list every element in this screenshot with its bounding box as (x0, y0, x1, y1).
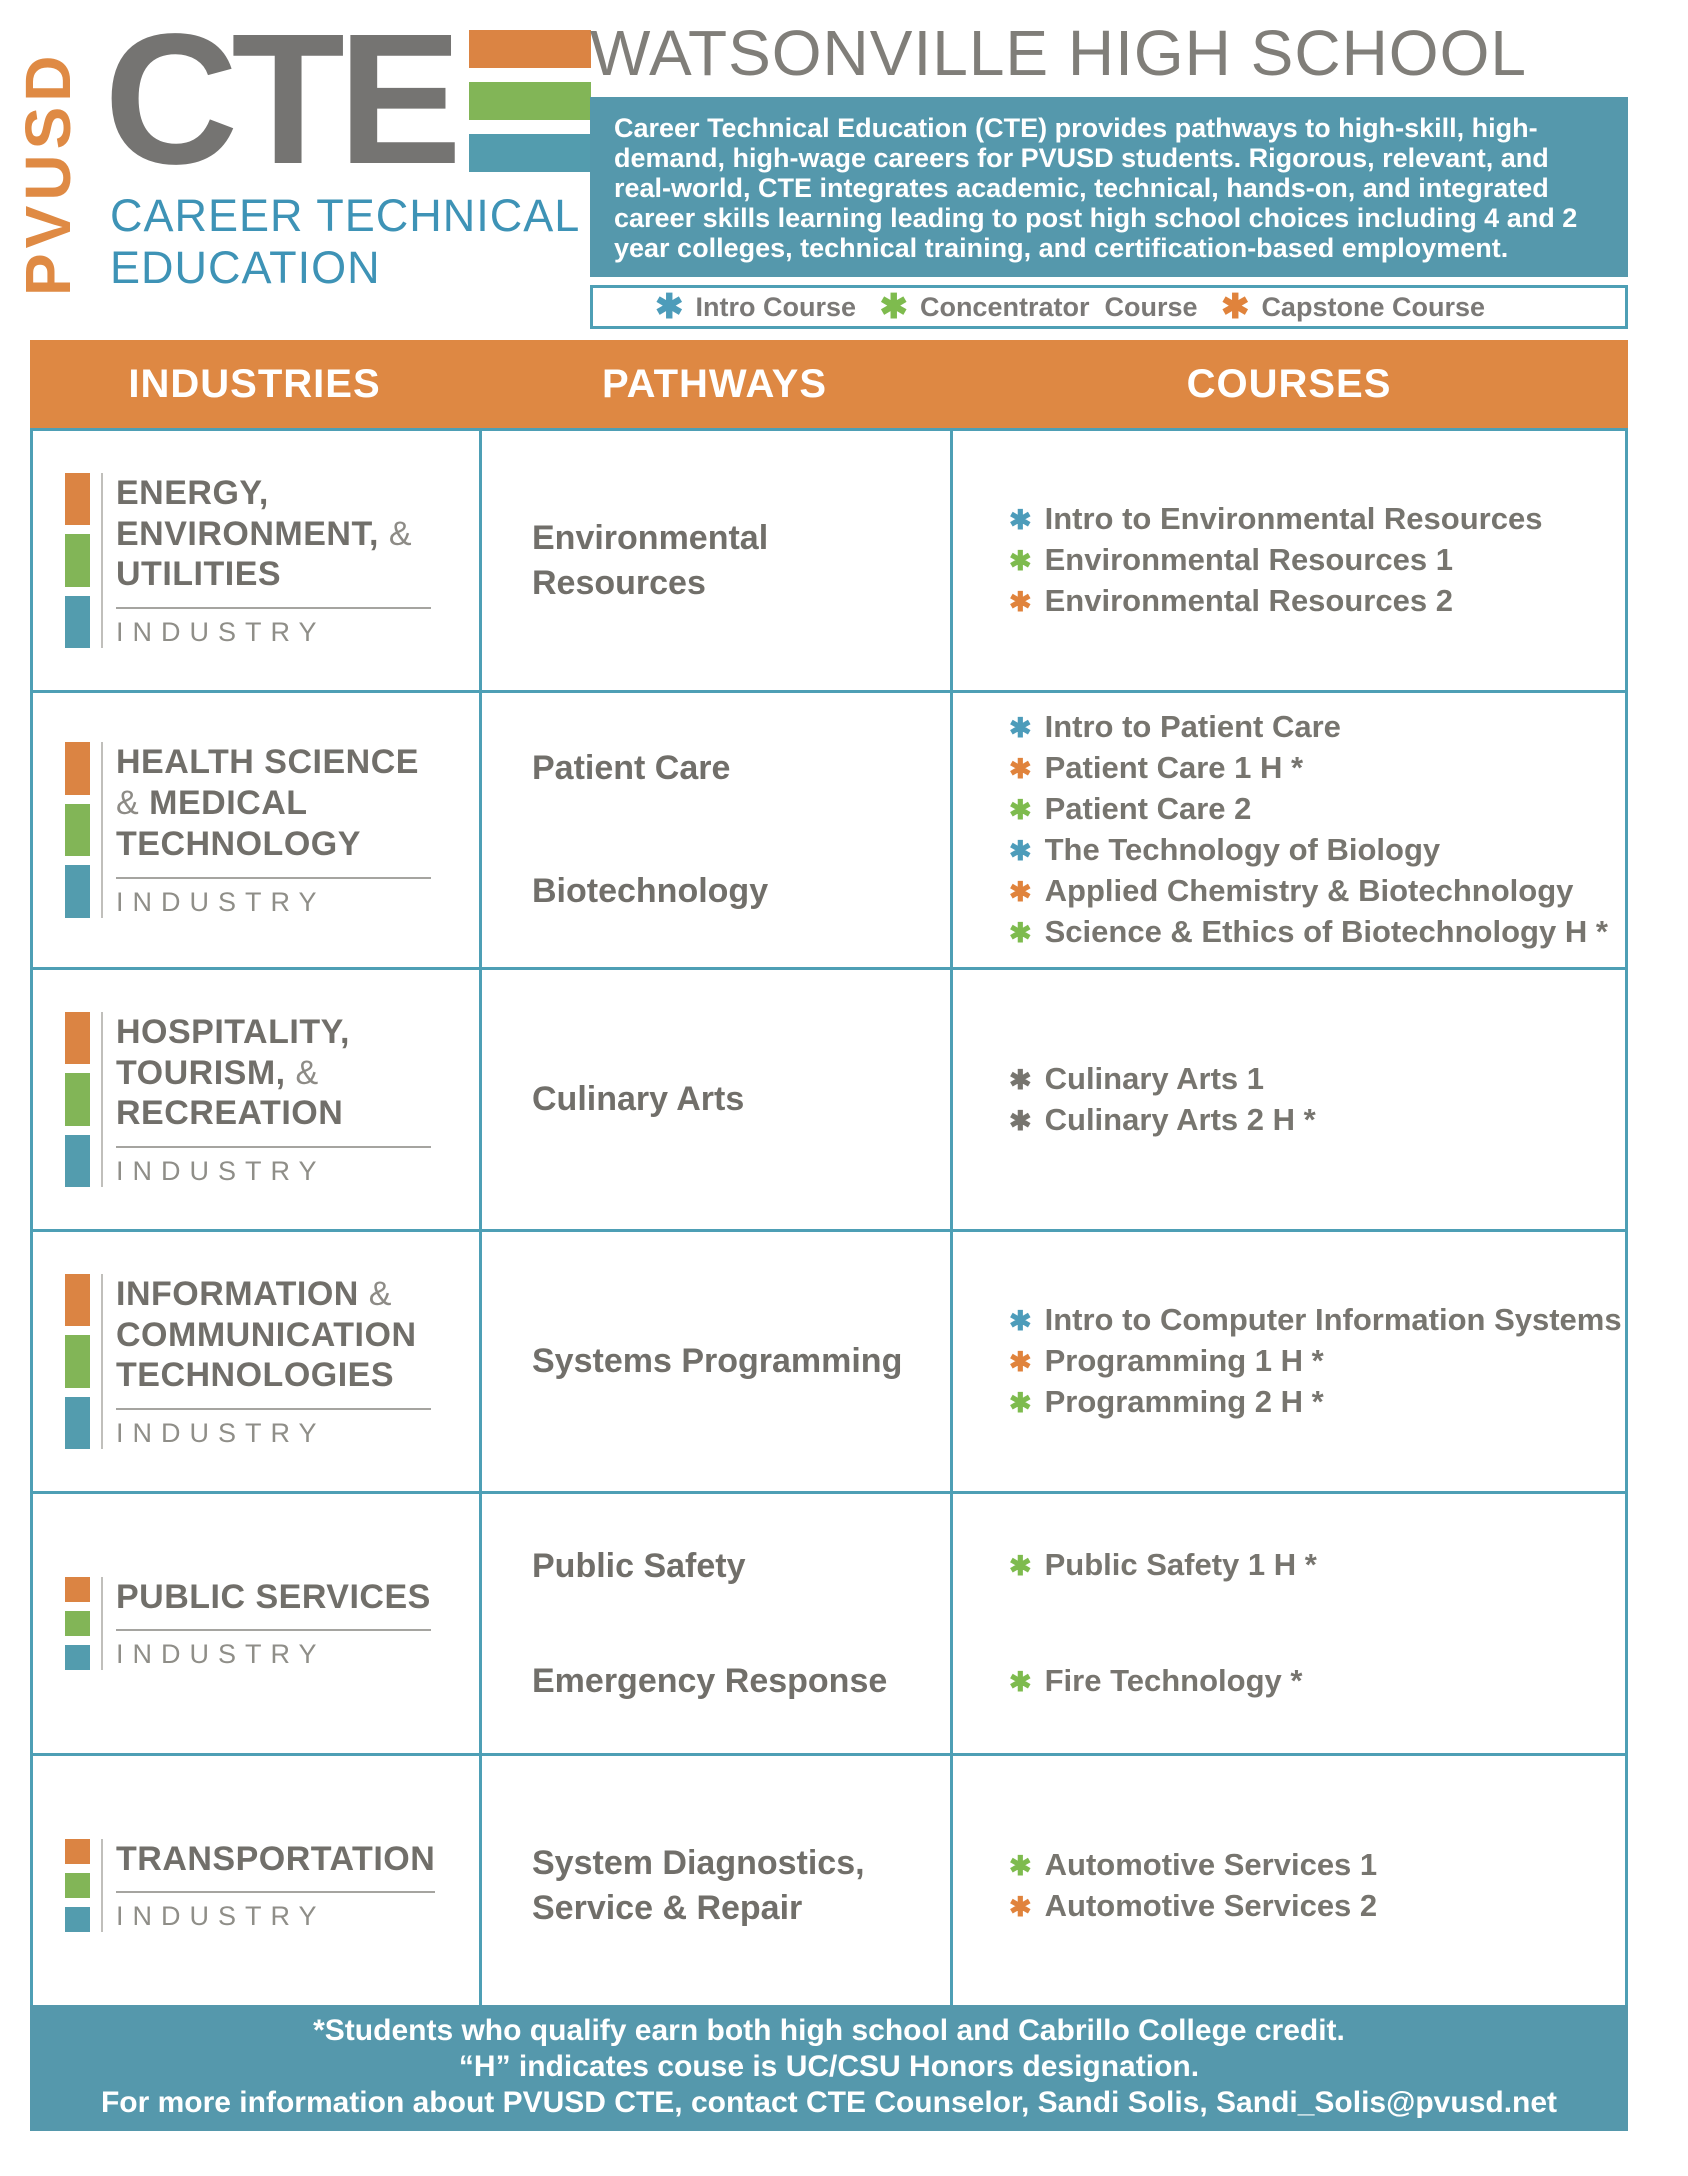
course-item (1009, 1661, 1625, 1702)
pathways-table (30, 340, 1628, 2018)
course-item (1009, 540, 1625, 581)
blue-bar-icon (469, 134, 591, 172)
course-item (1009, 1382, 1625, 1423)
industry-tag-label: INDUSTRY (116, 1639, 326, 1670)
course-text: Environmental Resources 2 (1044, 583, 1453, 618)
course-item (1009, 581, 1625, 622)
industry-text (116, 1577, 461, 1671)
course-group (1009, 1246, 1625, 1477)
asterisk-icon: ✱ (1009, 1388, 1032, 1418)
cte-logo (104, 0, 591, 203)
course-text: Intro to Patient Care (1044, 709, 1341, 744)
industry-divider (101, 742, 103, 917)
industry-underline (116, 877, 431, 879)
table-header-row (30, 340, 1628, 428)
asterisk-icon: ✱ (1009, 1850, 1032, 1881)
pathway-group (532, 1624, 950, 1740)
industry-divider (101, 1577, 103, 1671)
ampersand: & (388, 514, 413, 553)
asterisk-icon: ✱ (1009, 836, 1032, 866)
course-text: Environmental Resources 1 (1044, 542, 1453, 577)
pathway-name: Biotechnology (532, 872, 769, 911)
industry-text (116, 1839, 465, 1933)
course-text: Automotive Services 2 (1044, 1887, 1378, 1923)
course-item (1009, 912, 1625, 953)
course-text: Intro to Computer Information Systems (1044, 1302, 1622, 1337)
course-text: Intro to Environmental Resources (1044, 501, 1543, 536)
industry-name-line: HEALTH SCIENCE (116, 743, 419, 782)
industry-name-line: ENVIRONMENT, & (116, 514, 413, 553)
course-group (1009, 1508, 1625, 1624)
column-header-courses: COURSES (1186, 361, 1392, 406)
description-panel: Career Technical Education (CTE) provides pathways to high-skill, high-demand, high-wage careers for PVUSD students. Rigorous, relevant, and real-world, CTE integrates academic, technical, hands-on, and integrated career skills learning leading to post high school choices including 4 and 2 year colleges, technical training, and certification-based employment. (590, 97, 1628, 277)
asterisk-icon: ✱ (1009, 1551, 1032, 1582)
orange-bar-icon (65, 1577, 90, 1602)
asterisk-icon: ✱ (1009, 587, 1032, 617)
industry-bars-icon (65, 473, 90, 648)
asterisk-icon: ✱ (655, 288, 684, 327)
ampersand: & (116, 784, 140, 823)
legend-item (879, 288, 1198, 327)
footer-line: *Students who qualify earn both high school and Cabrillo College credit. (313, 2014, 1345, 2047)
industry-text (116, 1012, 461, 1187)
pathway-name: Emergency Response (532, 1662, 888, 1701)
course-group (1009, 707, 1625, 830)
industry-logo (65, 742, 461, 917)
course-item (1009, 1100, 1625, 1141)
header (590, 17, 1628, 329)
industry-underline (116, 1146, 431, 1148)
industry-bars-icon (65, 742, 90, 917)
industry-name-line: TECHNOLOGY (116, 824, 361, 863)
table-row (33, 690, 1625, 967)
course-text: Patient Care 2 (1044, 791, 1252, 826)
course-item (1009, 1886, 1625, 1927)
pathways-cell (479, 1494, 950, 1753)
pathways-cell (479, 1232, 950, 1491)
asterisk-icon: ✱ (1009, 1347, 1032, 1377)
industry-bars-icon (65, 1012, 90, 1187)
course-group (1009, 984, 1625, 1215)
asterisk-icon: ✱ (1009, 754, 1032, 784)
industry-cell (33, 970, 479, 1229)
course-item (1009, 1341, 1625, 1382)
blue-bar-icon (65, 1645, 90, 1670)
industry-logo (65, 473, 461, 648)
blue-bar-icon (65, 596, 90, 648)
footer-line: “H” indicates couse is UC/CSU Honors designation. (458, 2050, 1200, 2083)
course-item (1009, 871, 1625, 912)
industry-name-line: HOSPITALITY, (116, 1012, 350, 1051)
industry-text (116, 742, 461, 917)
industry-cell (33, 1232, 479, 1491)
asterisk-icon: ✱ (1009, 1105, 1032, 1136)
footer-line: For more information about PVUSD CTE, contact CTE Counselor, Sandi Solis, Sandi_Solis@pvusd.net (100, 2086, 1558, 2119)
pathway-name: Systems Programming (532, 1342, 903, 1381)
green-bar-icon (65, 1335, 90, 1387)
orange-bar-icon (469, 30, 591, 68)
pathway-group (532, 707, 950, 830)
industry-tag-label: INDUSTRY (116, 886, 326, 917)
table-row (33, 1753, 1625, 2015)
table-row (33, 431, 1625, 690)
pathway-name: Patient Care (532, 749, 731, 788)
industry-name-line: INFORMATION & (116, 1274, 392, 1313)
pathway-name: Culinary Arts (532, 1080, 745, 1119)
pathway-group (532, 1770, 950, 2001)
course-group (1009, 445, 1625, 676)
legend-label: Intro Course (695, 291, 857, 322)
industry-divider (101, 1012, 103, 1187)
course-text: Public Safety 1 H * (1044, 1547, 1317, 1583)
course-text: Automotive Services 1 (1044, 1846, 1378, 1882)
pathway-group (532, 984, 950, 1215)
page-title: WATSONVILLE HIGH SCHOOL (590, 17, 1527, 89)
legend-label: Concentrator Course (919, 291, 1198, 322)
asterisk-icon: ✱ (1009, 1306, 1032, 1336)
blue-bar-icon (65, 1907, 90, 1932)
orange-bar-icon (65, 742, 90, 794)
green-bar-icon (65, 1873, 90, 1898)
courses-cell (950, 431, 1625, 690)
industry-name-line: COMMUNICATION (116, 1315, 417, 1354)
pathways-cell (479, 970, 950, 1229)
industry-name-line: TECHNOLOGIES (116, 1356, 395, 1395)
course-text: The Technology of Biology (1044, 832, 1441, 867)
course-text: Science & Ethics of Biotechnology H * (1044, 914, 1608, 949)
courses-cell (950, 1756, 1625, 2015)
asterisk-icon: ✱ (1220, 288, 1250, 327)
orange-bar-icon (65, 1274, 90, 1326)
pvusd-vertical-logo-text: PVUSD (12, 50, 84, 296)
industry-underline (116, 1629, 431, 1631)
industry-name-line: UTILITIES (116, 555, 282, 594)
cte-logo-text: CTE (104, 0, 455, 203)
footer (30, 2005, 1628, 2131)
legend-label: Capstone Course (1261, 291, 1485, 322)
column-header-industries: INDUSTRIES (128, 361, 381, 406)
industry-bars-icon (65, 1839, 90, 1933)
asterisk-icon: ✱ (1009, 1064, 1032, 1095)
industry-logo (65, 1274, 461, 1449)
industry-name-line: PUBLIC SERVICES (116, 1577, 431, 1616)
table-body (30, 428, 1628, 2018)
pathway-group (532, 445, 950, 676)
asterisk-icon: ✱ (1009, 795, 1032, 825)
industry-underline (116, 1408, 431, 1410)
industry-logo (65, 1577, 461, 1671)
pathways-cell (479, 431, 950, 690)
course-item (1009, 707, 1625, 748)
course-item (1009, 748, 1625, 789)
course-text: Culinary Arts 2 H * (1044, 1101, 1316, 1137)
orange-bar-icon (65, 1012, 90, 1064)
pathway-name: Environmental Resources (532, 519, 769, 602)
course-text: Patient Care 1 H * (1044, 750, 1304, 785)
industry-cell (33, 1756, 479, 2015)
blue-bar-icon (65, 865, 90, 917)
ampersand: & (368, 1274, 392, 1313)
course-item (1009, 1845, 1625, 1886)
pathway-group (532, 1246, 950, 1477)
green-bar-icon (469, 82, 591, 120)
course-group (1009, 1624, 1625, 1740)
industry-text (116, 473, 461, 648)
course-item (1009, 1300, 1625, 1341)
table-row (33, 1229, 1625, 1491)
course-text: Applied Chemistry & Biotechnology (1044, 873, 1574, 908)
legend (590, 285, 1628, 329)
column-header-pathways: PATHWAYS (601, 361, 828, 406)
logo-subtitle-line-1: CAREER TECHNICAL (110, 190, 581, 241)
industry-name-line: TOURISM, & (116, 1053, 319, 1092)
pathways-cell (479, 693, 950, 967)
asterisk-icon: ✱ (1009, 713, 1032, 743)
pathway-name: Public Safety (532, 1546, 746, 1585)
course-item (1009, 499, 1625, 540)
green-bar-icon (65, 1073, 90, 1125)
course-item (1009, 789, 1625, 830)
industry-name-line: TRANSPORTATION (116, 1839, 436, 1878)
table-row (33, 1491, 1625, 1753)
asterisk-icon: ✱ (1009, 505, 1032, 535)
green-bar-icon (65, 1611, 90, 1636)
asterisk-icon: ✱ (1009, 918, 1032, 948)
industry-name-line: & MEDICAL (116, 784, 308, 823)
industry-divider (101, 1274, 103, 1449)
industry-name-line: ENERGY, (116, 473, 269, 512)
pathway-group (532, 830, 950, 953)
courses-cell (950, 1494, 1625, 1753)
asterisk-icon: ✱ (879, 288, 908, 327)
logo-bars-icon (469, 30, 591, 172)
asterisk-icon: ✱ (1009, 1666, 1032, 1697)
industry-cell (33, 693, 479, 967)
industry-divider (101, 1839, 103, 1933)
orange-bar-icon (65, 473, 90, 525)
course-group (1009, 1770, 1625, 2001)
industry-bars-icon (65, 1577, 90, 1671)
course-text: Programming 2 H * (1044, 1384, 1324, 1419)
industry-tag-label: INDUSTRY (116, 1418, 326, 1449)
industry-logo (65, 1012, 461, 1187)
industry-tag-label: INDUSTRY (116, 617, 326, 648)
pathway-name: Service & Repair (532, 1888, 803, 1927)
course-item (1009, 1545, 1625, 1586)
industry-bars-icon (65, 1274, 90, 1449)
course-group (1009, 830, 1625, 953)
courses-cell (950, 693, 1625, 967)
asterisk-icon: ✱ (1009, 546, 1032, 576)
industry-tag-label: INDUSTRY (116, 1901, 326, 1932)
ampersand: & (295, 1053, 319, 1092)
orange-bar-icon (65, 1839, 90, 1864)
asterisk-icon: ✱ (1009, 877, 1032, 907)
pathways-cell (479, 1756, 950, 2015)
courses-cell (950, 970, 1625, 1229)
pathway-name: System Diagnostics, (532, 1844, 865, 1883)
industry-divider (101, 473, 103, 648)
legend-item (655, 288, 857, 327)
table-row (33, 967, 1625, 1229)
industry-underline (116, 607, 431, 609)
industry-cell (33, 431, 479, 690)
legend-item (1220, 288, 1485, 327)
pathway-group (532, 1508, 950, 1624)
industry-tag-label: INDUSTRY (116, 1156, 326, 1187)
industry-text (116, 1274, 461, 1449)
courses-cell (950, 1232, 1625, 1491)
industry-underline (116, 1891, 435, 1893)
asterisk-icon: ✱ (1009, 1891, 1032, 1922)
logo-subtitle (110, 190, 580, 294)
course-item (1009, 1059, 1625, 1100)
industry-cell (33, 1494, 479, 1753)
blue-bar-icon (65, 1135, 90, 1187)
course-text: Programming 1 H * (1044, 1343, 1324, 1378)
industry-name-line: RECREATION (116, 1094, 344, 1133)
green-bar-icon (65, 804, 90, 856)
blue-bar-icon (65, 1397, 90, 1449)
course-text: Culinary Arts 1 (1044, 1060, 1264, 1096)
course-text: Fire Technology * (1044, 1662, 1303, 1698)
industry-logo (65, 1839, 461, 1933)
green-bar-icon (65, 534, 90, 586)
logo-subtitle-line-2: EDUCATION (110, 242, 381, 294)
course-item (1009, 830, 1625, 871)
